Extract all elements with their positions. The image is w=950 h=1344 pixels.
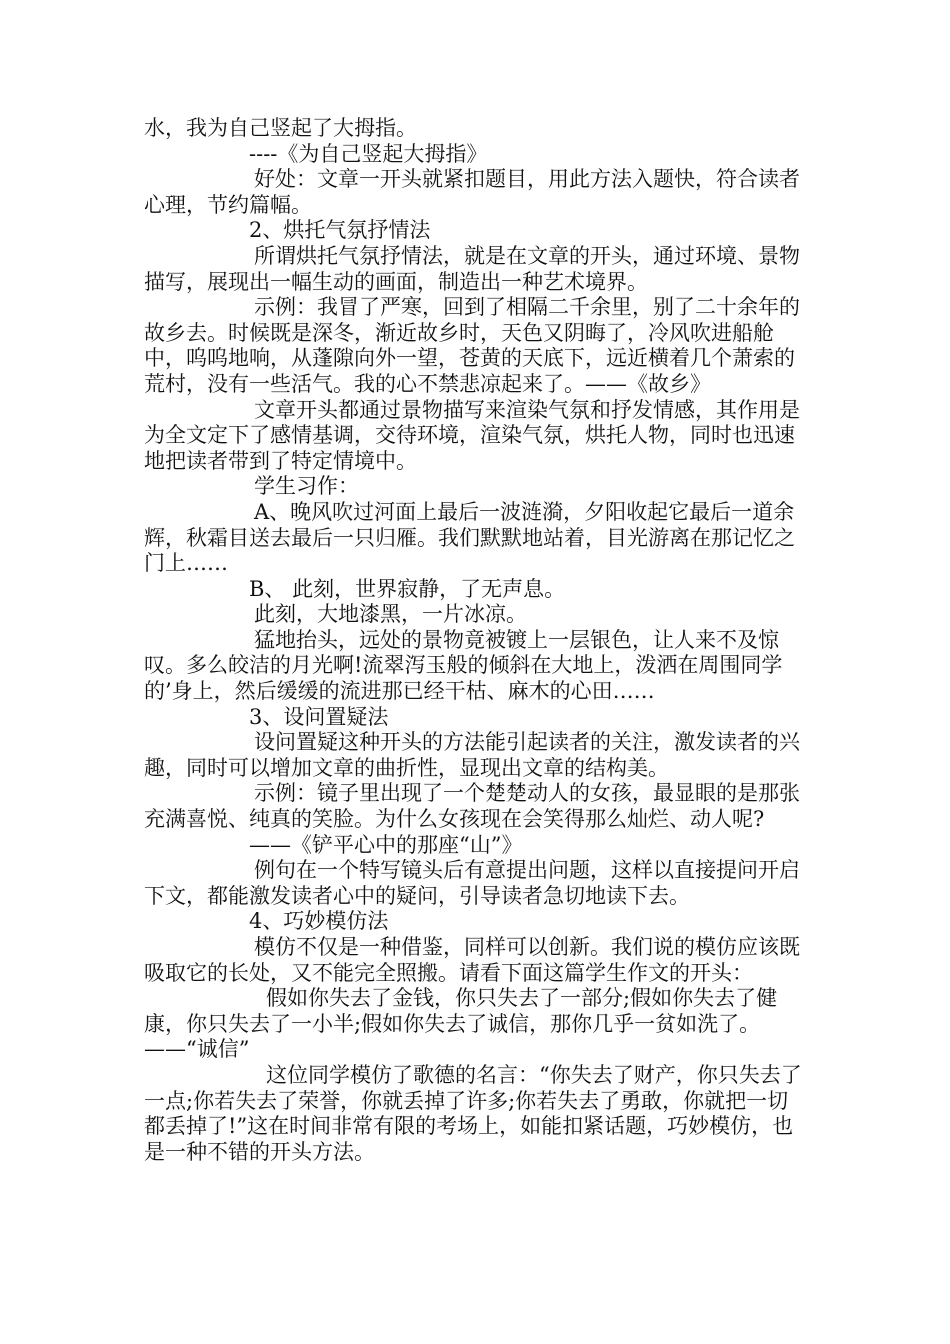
paragraph: 例句在一个特写镜头后有意提出问题，这样以直接提问开启下文，都能激发读者心中的疑问，引导读者急切地读下去。 (144, 858, 800, 908)
paragraph: 此刻，大地漆黑，一片冰凉。 (254, 602, 527, 627)
paragraph: 文章开头都通过景物描写来渲染气氛和抒发情感，其作用是为全文定下了感情基调，交待环境，渲染气氛，烘托人物，同时也迅速地把读者带到了特定情境中。 (144, 397, 800, 473)
paragraph: 这位同学模仿了歌德的名言：“你失去了财产，你只失去了一点;你若失去了荣誉，你就丢掉了许多;你若失去了勇敢，你就把一切都丢掉了!”这在时间非常有限的考场上，如能扣紧话题，巧妙模仿，也是一种不错的开头方法。 (144, 1062, 802, 1164)
section-heading: 3、设问置疑法 (249, 704, 389, 729)
citation: ——《铲平心中的那座“山”》 (249, 832, 523, 857)
paragraph: B、 此刻，世界寂静，了无声息。 (249, 576, 566, 601)
paragraph: A、晚风吹过河面上最后一波涟漪，夕阳收起它最后一道余辉，秋霜目送去最后一只归雁。我们默默地站着，目光游离在那记忆之门上…… (144, 499, 795, 576)
section-heading: 2、烘托气氛抒情法 (249, 218, 431, 243)
paragraph: 所谓烘托气氛抒情法，就是在文章的开头，通过环境、景物描写，展现出一幅生动的画面，制造出一种艺术境界。 (144, 243, 800, 294)
paragraph: 好处：文章一开头就紧扣题目，用此方法入题快，符合读者心理，节约篇幅。 (144, 167, 800, 217)
citation: ----《为自己竖起大拇指》 (249, 141, 488, 166)
paragraph: 水，我为自己竖起了大拇指。 (144, 116, 417, 140)
example-paragraph: 示例：镜子里出现了一个楚楚动人的女孩，最显眼的是那张充满喜悦、纯真的笑脸。为什么女孩现在会笑得那么灿烂、动人呢? (144, 781, 800, 832)
paragraph: 假如你失去了金钱，你只失去了一部分;假如你失去了健康，你只失去了一小半;假如你失去了诚信，那你几乎一贫如洗了。——“诚信” (144, 986, 778, 1062)
paragraph: 设问置疑这种开头的方法能引起读者的关注，激发读者的兴趣，同时可以增加文章的曲折性，显现出文章的结构美。 (144, 730, 800, 780)
subheading: 学生习作： (254, 474, 359, 499)
paragraph: 猛地抬头，远处的景物竟被镀上一层银色，让人来不及惊叹。多么皎洁的月光啊!流翠泻玉般的倾斜在大地上，泼洒在周围同学的’身上，然后缓缓的流进那已经干枯、麻木的心田…… (144, 627, 783, 704)
paragraph: 模仿不仅是一种借鉴，同样可以创新。我们说的模仿应该既吸取它的长处，又不能完全照搬。请看下面这篇学生作文的开头： (144, 935, 800, 985)
section-heading: 4、巧妙模仿法 (249, 909, 389, 934)
example-paragraph: 示例：我冒了严寒，回到了相隔二千余里，别了二十余年的故乡去。时候既是深冬，渐近故乡时，天色又阴晦了，冷风吹进船舱中，呜呜地响，从蓬隙向外一望，苍黄的天底下，远近横着几个萧索的荒村，没有一些活气。我的心不禁悲凉起来了。——《故乡》 (144, 295, 800, 396)
document-page (144, 116, 809, 1165)
